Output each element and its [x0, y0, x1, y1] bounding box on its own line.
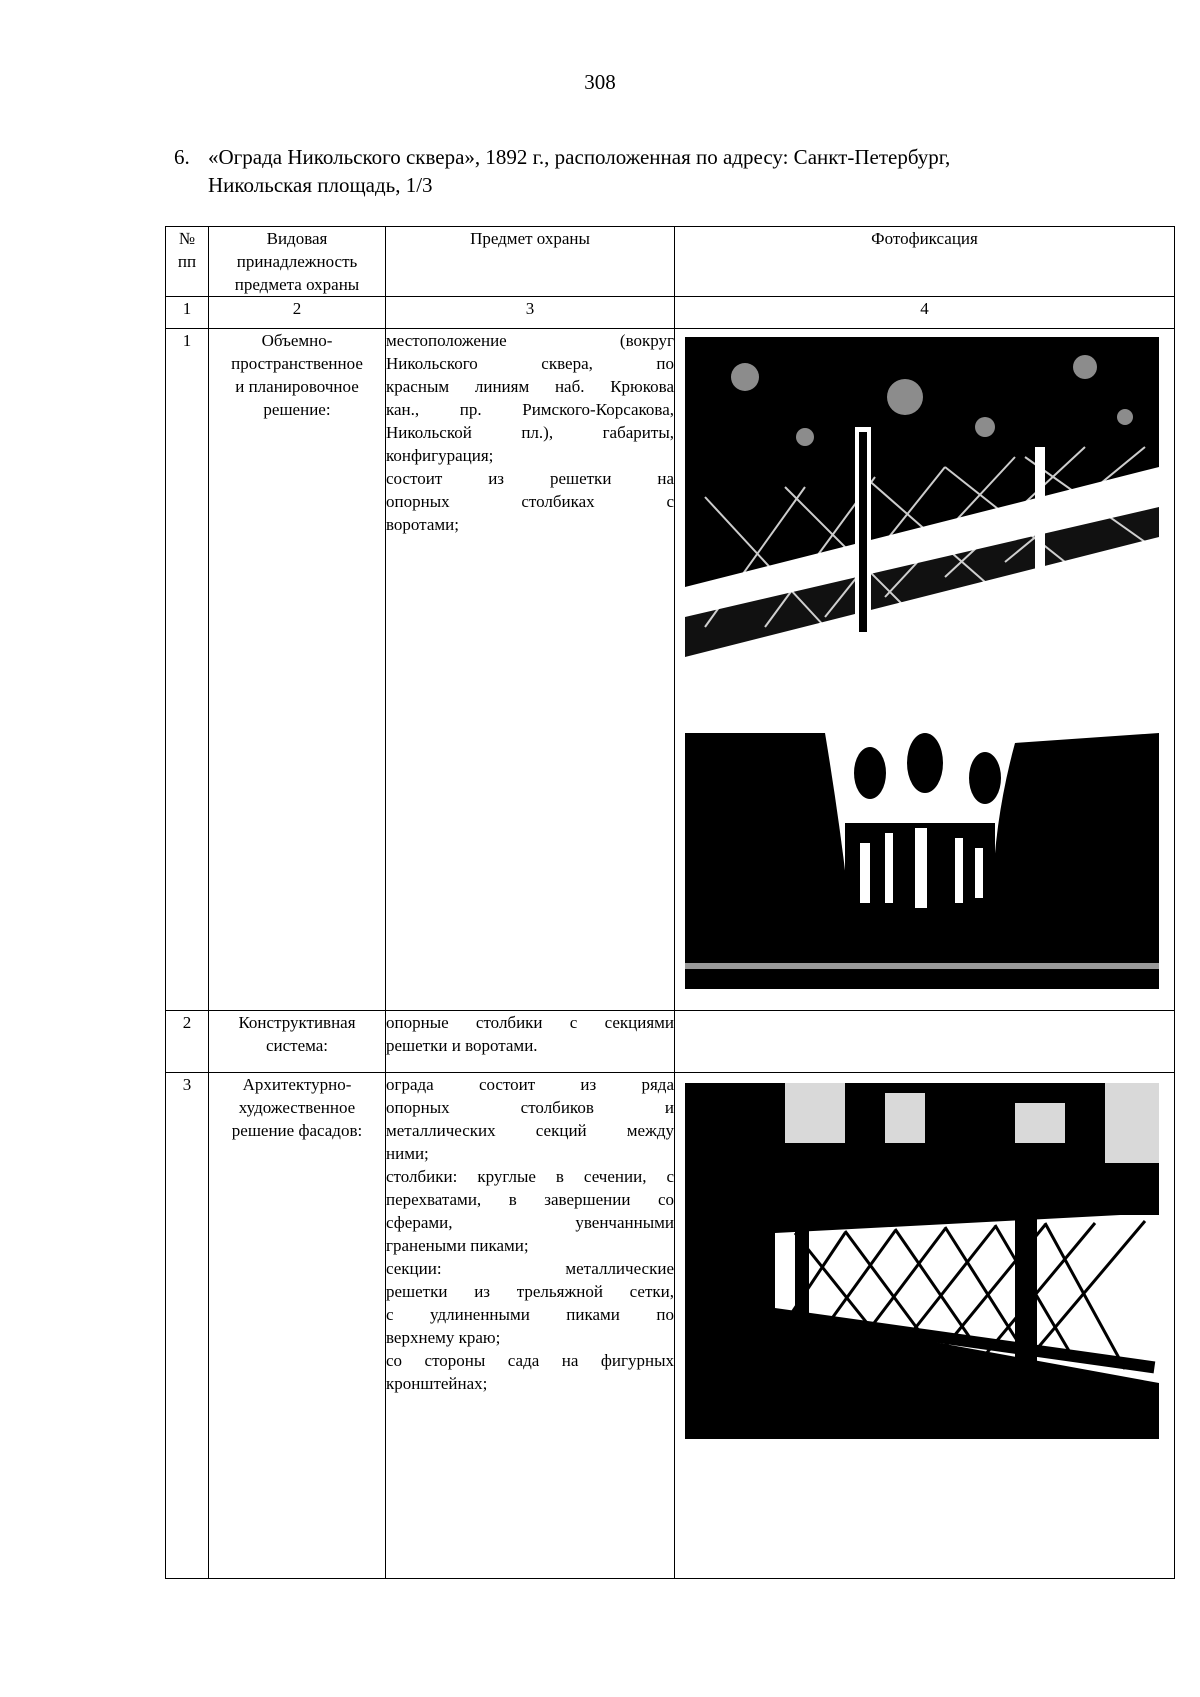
row-description — [386, 329, 675, 1011]
description-line: сферами, увенчанными — [386, 1213, 674, 1232]
description-line: красным линиям наб. Крюкова — [386, 377, 674, 396]
table-row — [166, 1073, 1175, 1579]
description-line: Никольской пл.), габариты, — [386, 423, 674, 442]
row-number: 3 — [166, 1073, 209, 1579]
row-category — [209, 329, 386, 1011]
description-line: гранеными пиками; — [386, 1236, 529, 1255]
header-subject: Предмет охраны — [386, 227, 675, 297]
row-category — [209, 1011, 386, 1073]
page-number: 308 — [584, 70, 616, 94]
description-line: решетки и воротами. — [386, 1036, 538, 1055]
fence-lattice-photo — [685, 1083, 1159, 1439]
description-line: ними; — [386, 1144, 429, 1163]
description-line: решетки из трельяжной сетки, — [386, 1282, 674, 1301]
category-line: решение: — [263, 400, 331, 419]
index-cell: 4 — [675, 297, 1175, 329]
header-num-line: пп — [177, 252, 197, 271]
description-line: состоит из решетки на — [386, 469, 674, 488]
description-line: со стороны сада на фигурных — [386, 1351, 674, 1370]
description-line: воротами; — [386, 515, 459, 534]
description-line: местоположение (вокруг — [386, 331, 674, 350]
header-category-line: принадлежность — [236, 252, 358, 271]
category-line: и планировочное — [235, 377, 359, 396]
description-line: верхнему краю; — [386, 1328, 501, 1347]
header-num-line: № — [178, 229, 196, 248]
description-line: Никольского сквера, по — [386, 354, 674, 373]
category-line: пространственное — [231, 354, 363, 373]
table-index-row — [166, 297, 1175, 329]
heading-line-2: Никольская площадь, 1/3 — [208, 173, 433, 197]
row-description — [386, 1011, 675, 1073]
category-line: система: — [265, 1036, 329, 1055]
header-category-line: предмета охраны — [234, 275, 360, 294]
row-photos — [675, 329, 1175, 1011]
description-line: секции: металлические — [386, 1259, 674, 1278]
description-line: кронштейнах; — [386, 1374, 488, 1393]
description-line: опорных столбиках с — [386, 492, 674, 511]
row-number: 1 — [166, 329, 209, 1011]
header-category — [209, 227, 386, 297]
description-line: опорных столбиков и — [386, 1098, 674, 1117]
index-cell: 1 — [166, 297, 209, 329]
category-line: художественное — [238, 1098, 356, 1117]
header-category-line: Видовая — [266, 229, 328, 248]
category-line: решение фасадов: — [231, 1121, 363, 1140]
description-line: перехватами, в завершении со — [386, 1190, 674, 1209]
description-line: столбики: круглые в сечении, с — [386, 1167, 674, 1186]
table-header-row — [166, 227, 1175, 297]
heading-line-1: «Ограда Никольского сквера», 1892 г., расположенная по адресу: Санкт-Петербург, — [208, 145, 951, 169]
row-photos — [675, 1073, 1175, 1579]
header-num — [166, 227, 209, 297]
description-line: металлических секций между — [386, 1121, 674, 1140]
cathedral-photo — [685, 733, 1159, 989]
category-line: Конструктивная — [238, 1013, 356, 1032]
row-description — [386, 1073, 675, 1579]
protection-subjects-table — [165, 226, 1175, 1579]
index-cell: 2 — [209, 297, 386, 329]
description-line: с удлиненными пиками по — [386, 1305, 674, 1324]
header-photo: Фотофиксация — [675, 227, 1175, 297]
fence-photo — [685, 337, 1159, 693]
table-row — [166, 329, 1175, 1011]
row-number: 2 — [166, 1011, 209, 1073]
heading-number: 6. — [174, 145, 190, 169]
index-cell: 3 — [386, 297, 675, 329]
row-photos — [675, 1011, 1175, 1073]
description-line: конфигурация; — [386, 446, 494, 465]
description-line: кан., пр. Римского-Корсакова, — [386, 400, 674, 419]
category-line: Объемно- — [261, 331, 333, 350]
table-row — [166, 1011, 1175, 1073]
description-line: опорные столбики с секциями — [386, 1013, 674, 1032]
row-category — [209, 1073, 386, 1579]
description-line: ограда состоит из ряда — [386, 1075, 674, 1094]
category-line: Архитектурно- — [242, 1075, 352, 1094]
